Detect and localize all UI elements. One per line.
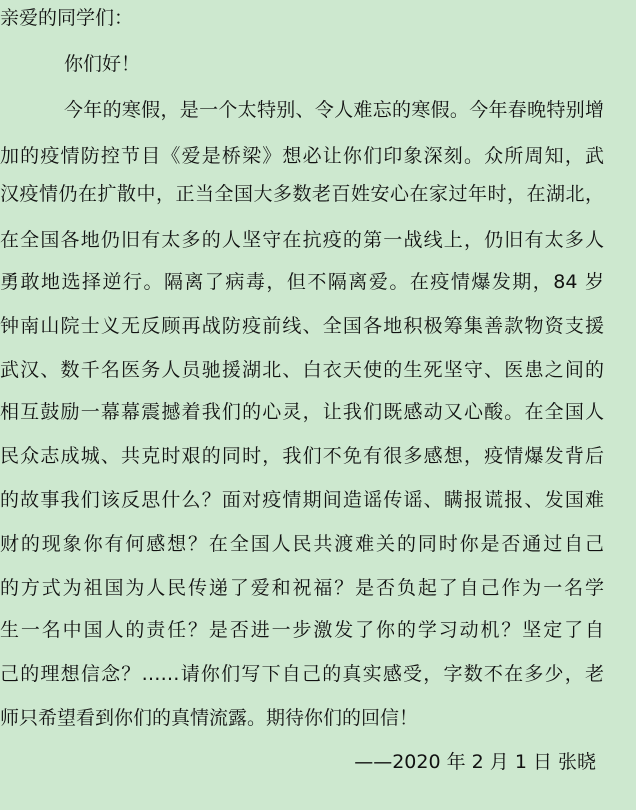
- body-line-1: 今年的寒假，是一个太特别、令人难忘的寒假。今年春晚特别增: [64, 99, 604, 121]
- signature-date: ——2020 年 2 月 1 日 张晓: [354, 751, 596, 773]
- body-line-9: 民众志成城、共克时艰的同时，我们不免有很多感想，疫情爆发背后: [0, 445, 604, 467]
- body-line-15: 师只希望看到你们的真情流露。期待你们的回信！: [0, 707, 419, 729]
- body-line-8: 相互鼓励一幕幕震撼着我们的心灵，让我们既感动又心酸。在全国人: [0, 401, 604, 423]
- body-line-6: 钟南山院士义无反顾再战防疫前线、全国各地积极筹集善款物资支援: [0, 315, 604, 337]
- body-line-14: 己的理想信念？……请你们写下自己的真实感受，字数不在多少，老: [0, 663, 604, 685]
- body-line-2: 加的疫情防控节目《爱是桥梁》想必让你们印象深刻。众所周知，武: [0, 145, 604, 167]
- body-line-3: 汉疫情仍在扩散中，正当全国大多数老百姓安心在家过年时，在湖北，: [0, 183, 604, 205]
- body-line-10: 的故事我们该反思什么？面对疫情期间造谣传谣、瞒报谎报、发国难: [0, 489, 604, 511]
- body-line-7: 武汉、数千名医务人员驰援湖北、白衣天使的生死坚守、医患之间的: [0, 359, 604, 381]
- body-line-5: 勇敢地选择逆行。隔离了病毒，但不隔离爱。在疫情爆发期，84 岁: [0, 271, 604, 293]
- greeting: 亲爱的同学们：: [0, 7, 134, 29]
- body-line-12: 的方式为祖国为人民传递了爱和祝福？是否负起了自己作为一名学: [0, 577, 604, 599]
- salutation: 你们好！: [64, 53, 141, 75]
- body-line-4: 在全国各地仍旧有太多的人坚守在抗疫的第一战线上，仍旧有太多人: [0, 229, 604, 251]
- body-line-11: 财的现象你有何感想？在全国人民共渡难关的同时你是否通过自己: [0, 533, 604, 555]
- body-line-13: 生一名中国人的责任？是否进一步激发了你的学习动机？坚定了自: [0, 619, 604, 641]
